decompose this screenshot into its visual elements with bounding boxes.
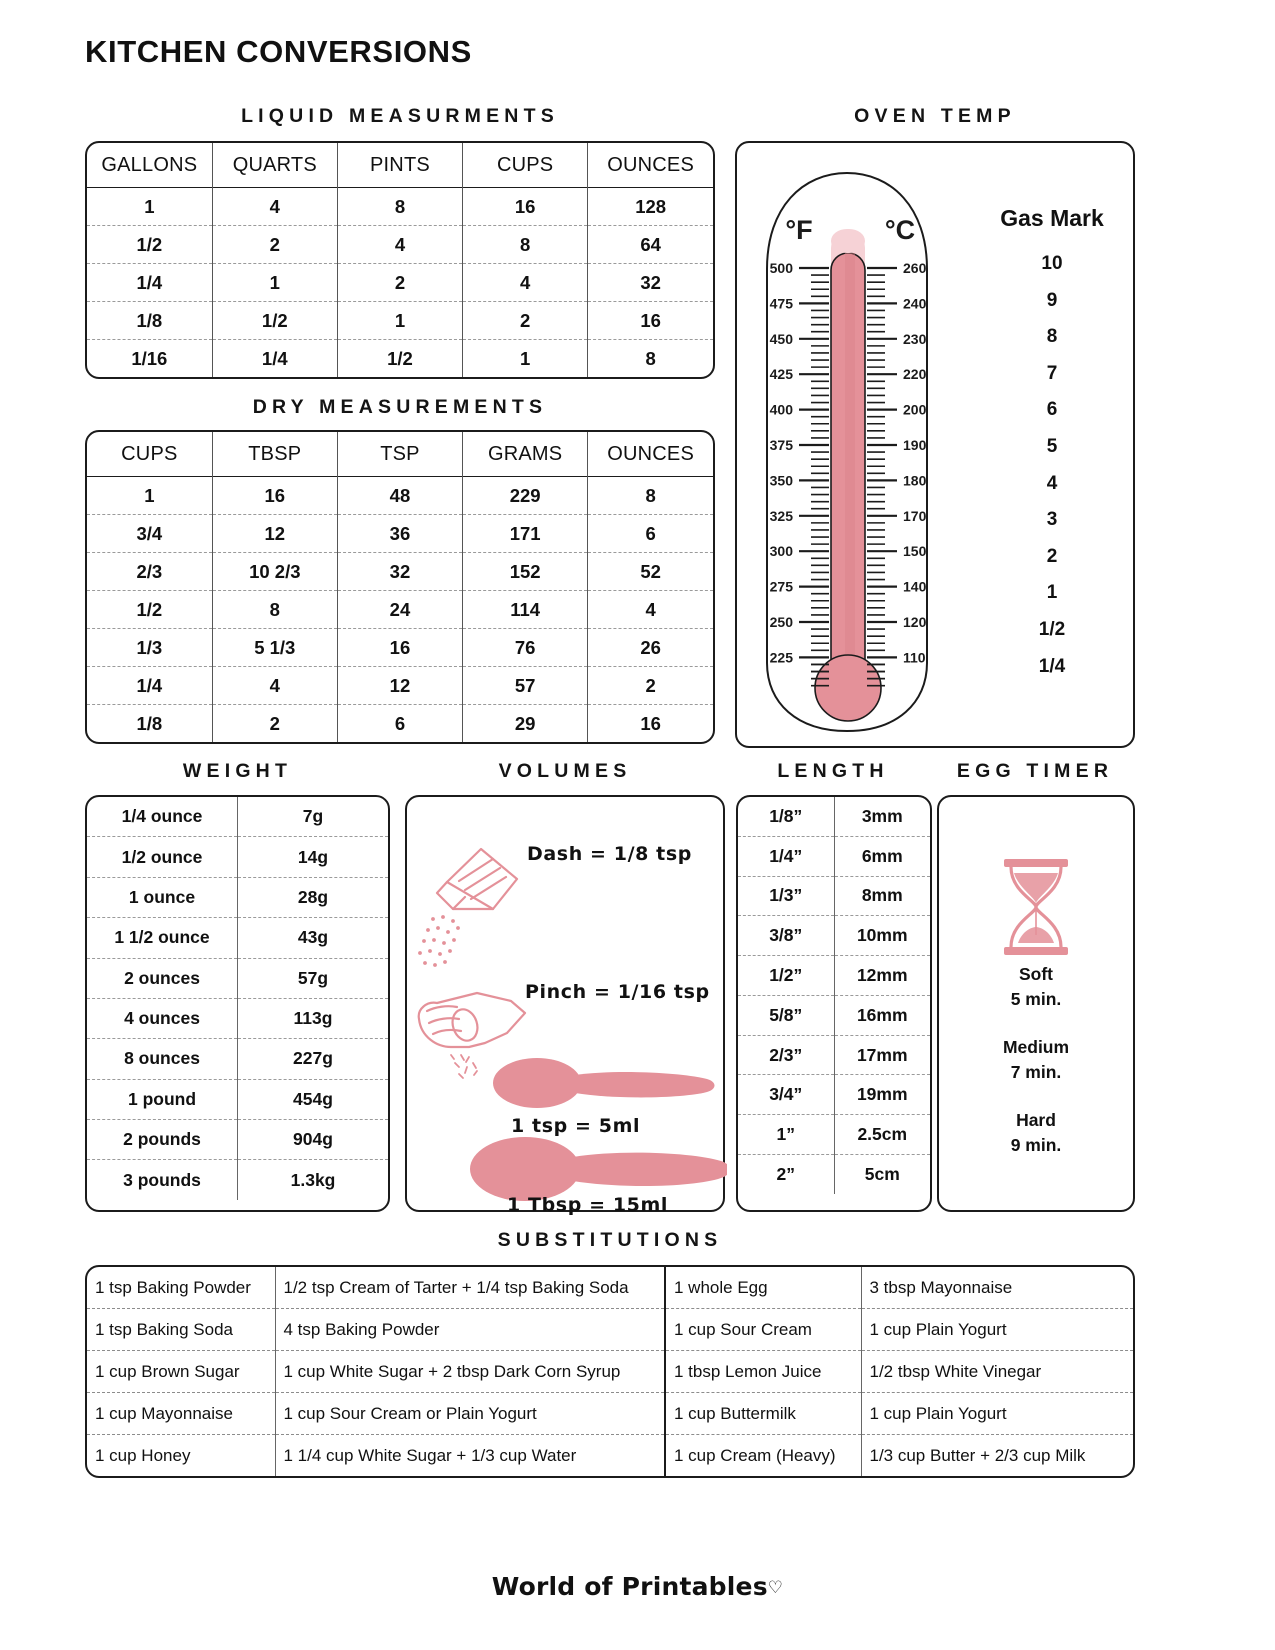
table-cell: 12 — [212, 515, 337, 553]
table-cell: 1/2 — [212, 302, 337, 340]
table-cell: 1 cup Buttermilk — [665, 1393, 861, 1435]
table-cell: 1/4 — [212, 340, 337, 378]
table-row — [87, 1079, 388, 1119]
table-row — [87, 837, 388, 877]
table-row — [87, 998, 388, 1038]
table-row — [87, 340, 713, 378]
spacer — [939, 1086, 1133, 1108]
table-body — [738, 797, 930, 1194]
table-cell: 1 cup Honey — [87, 1435, 275, 1477]
table-row — [87, 1039, 388, 1079]
fahrenheit-tick-label: 225 — [769, 649, 793, 666]
table-cell: 8 — [588, 340, 713, 378]
table-cell: 8mm — [834, 876, 930, 916]
table-cell: 6 — [337, 705, 462, 743]
egg-timer-list — [939, 962, 1133, 1158]
table-row — [87, 302, 713, 340]
column-header-cups: CUPS — [121, 443, 178, 465]
table-body — [87, 188, 713, 378]
section-title-weight: WEIGHT — [182, 760, 293, 782]
fahrenheit-tick-label: 425 — [769, 366, 793, 383]
table-row — [738, 876, 930, 916]
table-cell: 2 ounces — [87, 958, 238, 998]
tablespoon-icon — [470, 1137, 727, 1201]
section-title-liquid: LIQUID MEASURMENTS — [241, 105, 559, 127]
table-cell: 1/2 — [87, 591, 212, 629]
table-cell: 1/8” — [769, 805, 803, 826]
table-cell: 16 — [337, 629, 462, 667]
table-row — [87, 1309, 1133, 1351]
celsius-tick-label: 230 — [903, 330, 927, 347]
table-cell: 1 cup Plain Yogurt — [861, 1393, 1133, 1435]
teaspoon-icon — [493, 1058, 715, 1108]
celsius-symbol: °C — [884, 215, 916, 245]
table-cell: 36 — [337, 515, 462, 553]
column-header-ounces: OUNCES — [588, 143, 713, 188]
table-cell: 1 — [337, 302, 462, 340]
table-cell: 1/4” — [738, 836, 834, 876]
table-cell: 1 cup White Sugar + 2 tbsp Dark Corn Syrup — [275, 1351, 665, 1393]
table-row — [87, 226, 713, 264]
section-title-egg-timer: EGG TIMER — [956, 760, 1114, 782]
table-row — [738, 1155, 930, 1194]
section-title-volumes: VOLUMES — [498, 760, 632, 782]
table-cell: 6mm — [834, 836, 930, 876]
table-header-row — [87, 432, 713, 477]
volume-label-tsp: 1 tsp = 5ml — [511, 1115, 641, 1137]
table-cell: 52 — [588, 553, 713, 591]
dry-measurements-table — [87, 432, 713, 742]
table-cell: 3mm — [834, 797, 930, 836]
gas-mark-value: 1 — [1046, 582, 1058, 604]
table-row — [87, 264, 713, 302]
liquid-measurements-table — [87, 143, 713, 377]
table-cell: 12 — [337, 667, 462, 705]
heart-icon: ♡ — [767, 1578, 784, 1598]
table-row — [738, 916, 930, 956]
table-cell: 3/8” — [738, 916, 834, 956]
table-cell: 1 1/4 cup White Sugar + 1/3 cup Water — [275, 1435, 665, 1477]
column-header-cups: CUPS — [463, 143, 588, 188]
table-cell: 8 — [463, 226, 588, 264]
section-title-oven-temp: OVEN TEMP — [854, 105, 1016, 127]
volumes-card — [405, 795, 725, 1216]
table-cell: 227g — [238, 1039, 389, 1079]
table-cell: 1 cup Sour Cream or Plain Yogurt — [275, 1393, 665, 1435]
table-cell: 4 — [337, 226, 462, 264]
table-cell: 5cm — [834, 1155, 930, 1194]
table-cell: 2 — [212, 705, 337, 743]
table-row — [738, 1035, 930, 1075]
table-body — [87, 797, 388, 1200]
table-cell: 1 tsp Baking Powder — [87, 1267, 275, 1309]
table-cell: 7g — [238, 797, 389, 837]
table-cell: 16 — [588, 302, 713, 340]
table-cell: 2.5cm — [834, 1115, 930, 1155]
fahrenheit-tick-label: 300 — [769, 543, 793, 560]
table-row — [738, 797, 930, 836]
table-cell: 1/2 — [337, 340, 462, 378]
table-cell: 1/8 — [87, 705, 212, 743]
table-cell: 4 — [588, 591, 713, 629]
table-row — [738, 956, 930, 996]
table-cell: 8 — [588, 477, 713, 515]
table-cell: 1/2 tbsp White Vinegar — [861, 1351, 1133, 1393]
table-row — [87, 188, 713, 226]
table-row — [87, 477, 713, 515]
table-cell: 1/2” — [738, 956, 834, 996]
celsius-tick-label: 190 — [903, 437, 927, 453]
table-cell: 1/4 ounce — [121, 806, 203, 827]
table-cell: 1/2 — [87, 226, 212, 264]
egg-time-value: 9 min. — [1010, 1134, 1062, 1155]
table-row — [87, 629, 713, 667]
table-cell: 1 cup Sour Cream — [665, 1309, 861, 1351]
section-title-dry: DRY MEASUREMENTS — [252, 396, 548, 418]
table-row — [87, 705, 713, 743]
table-row — [87, 667, 713, 705]
table-cell: 1 cup Plain Yogurt — [861, 1309, 1133, 1351]
table-cell: 29 — [463, 705, 588, 743]
table-cell: 1” — [738, 1115, 834, 1155]
table-cell: 4 ounces — [87, 998, 238, 1038]
table-row — [87, 1393, 1133, 1435]
table-row — [87, 591, 713, 629]
table-cell: 1 cup Brown Sugar — [87, 1351, 275, 1393]
table-cell: 5/8” — [738, 995, 834, 1035]
table-cell: 1 1/2 ounce — [87, 918, 238, 958]
table-cell: 57g — [238, 958, 389, 998]
table-cell: 113g — [238, 998, 389, 1038]
volume-label-tbsp: 1 Tbsp = 15ml — [507, 1194, 669, 1216]
table-cell: 1/3” — [738, 876, 834, 916]
table-row — [87, 958, 388, 998]
table-cell: 229 — [463, 477, 588, 515]
table-cell: 1 cup Cream (Heavy) — [665, 1435, 861, 1477]
table-cell: 32 — [337, 553, 462, 591]
table-row — [738, 1115, 930, 1155]
celsius-tick-label: 150 — [903, 543, 927, 560]
salt-shaker-icon — [437, 849, 517, 909]
table-cell: 1 ounce — [87, 877, 238, 917]
column-header-pints: PINTS — [337, 143, 462, 188]
dry-measurements-card — [85, 430, 715, 744]
column-header-tsp: TSP — [337, 432, 462, 477]
table-cell: 1.3kg — [238, 1160, 389, 1200]
table-cell: 2 pounds — [87, 1120, 238, 1160]
table-cell: 26 — [588, 629, 713, 667]
table-cell: 1 pound — [87, 1079, 238, 1119]
column-header-quarts: QUARTS — [212, 143, 337, 188]
table-cell: 8 ounces — [87, 1039, 238, 1079]
table-cell: 43g — [238, 918, 389, 958]
table-cell: 14g — [238, 837, 389, 877]
table-header-row — [87, 143, 713, 188]
footer-brand-text: World of Printables — [491, 1572, 768, 1601]
fahrenheit-tick-label: 400 — [769, 401, 793, 418]
column-header-grams: GRAMS — [463, 432, 588, 477]
fahrenheit-tick-label: 375 — [769, 437, 793, 453]
pinching-hand-icon — [419, 993, 525, 1047]
column-header-ounces: OUNCES — [588, 432, 713, 477]
table-cell: 76 — [463, 629, 588, 667]
table-row — [87, 515, 713, 553]
table-cell: 1 tsp Baking Soda — [87, 1309, 275, 1351]
table-cell: 5 1/3 — [212, 629, 337, 667]
substitutions-card — [85, 1265, 1135, 1478]
volume-label-dash: Dash = 1/8 tsp — [527, 843, 692, 865]
table-cell: 1 whole Egg — [665, 1267, 861, 1309]
pinch-grains-icon — [451, 1055, 477, 1078]
column-header-tbsp: TBSP — [212, 432, 337, 477]
table-cell: 48 — [337, 477, 462, 515]
fahrenheit-tick-label: 250 — [769, 614, 793, 630]
table-row — [87, 1160, 388, 1200]
celsius-tick-label: 170 — [903, 507, 927, 524]
table-row — [87, 1351, 1133, 1393]
table-cell: 904g — [238, 1120, 389, 1160]
gas-mark-value: 6 — [1046, 399, 1058, 421]
liquid-measurements-card — [85, 141, 715, 379]
table-cell: 2/3” — [738, 1035, 834, 1075]
fahrenheit-tick-label: 350 — [769, 472, 793, 489]
gas-mark-header: Gas Mark — [1000, 205, 1104, 231]
table-cell: 128 — [588, 188, 713, 226]
gas-mark-value: 1/2 — [1038, 618, 1066, 640]
egg-doneness-label: Medium — [1002, 1036, 1070, 1057]
table-cell: 1/3 — [87, 629, 212, 667]
celsius-tick-label: 180 — [903, 472, 927, 489]
table-cell: 3/4” — [738, 1075, 834, 1115]
table-cell: 2 — [463, 302, 588, 340]
table-row — [87, 918, 388, 958]
gas-mark-list — [977, 246, 1127, 685]
section-title-substitutions: SUBSTITUTIONS — [497, 1229, 723, 1251]
table-row — [87, 877, 388, 917]
celsius-tick-label: 260 — [903, 260, 927, 276]
gas-mark-value: 10 — [1041, 253, 1063, 274]
table-cell: 8 — [212, 591, 337, 629]
celsius-tick-label: 240 — [903, 295, 927, 312]
table-cell: 2 — [212, 226, 337, 264]
celsius-tick-label: 140 — [903, 578, 927, 595]
table-row — [738, 995, 930, 1035]
length-card — [736, 795, 932, 1212]
egg-time-value: 7 min. — [1010, 1062, 1062, 1083]
gas-mark-value: 7 — [1046, 362, 1058, 384]
table-cell: 1/4 — [87, 667, 212, 705]
table-cell: 1/8 — [87, 302, 212, 340]
table-cell: 1/16 — [87, 340, 212, 378]
celsius-tick-label: 110 — [903, 649, 926, 666]
oven-temp-card — [735, 141, 1135, 748]
table-cell: 16 — [463, 188, 588, 226]
gas-mark-value: 2 — [1046, 545, 1058, 567]
table-cell: 4 tsp Baking Powder — [275, 1309, 665, 1351]
table-cell: 1 — [463, 340, 588, 378]
salt-grains-icon — [418, 915, 460, 967]
gas-mark-value: 8 — [1046, 326, 1058, 348]
fahrenheit-tick-label: 475 — [769, 295, 793, 312]
gas-mark-value: 3 — [1046, 509, 1058, 531]
substitutions-table — [87, 1267, 1133, 1476]
table-cell: 4 — [212, 667, 337, 705]
table-cell: 16mm — [834, 995, 930, 1035]
gas-mark-value: 1/4 — [1038, 655, 1066, 677]
table-cell: 1 cup Mayonnaise — [87, 1393, 275, 1435]
table-cell: 2 — [337, 264, 462, 302]
table-cell: 1 — [212, 264, 337, 302]
volume-label-pinch: Pinch = 1/16 tsp — [525, 981, 710, 1003]
fahrenheit-tick-label: 450 — [769, 330, 793, 347]
table-body — [87, 477, 713, 743]
table-cell: 10 2/3 — [212, 553, 337, 591]
table-cell: 24 — [337, 591, 462, 629]
celsius-tick-label: 200 — [903, 401, 927, 418]
table-cell: 64 — [588, 226, 713, 264]
table-cell: 12mm — [834, 956, 930, 996]
table-cell: 3 pounds — [87, 1160, 238, 1200]
table-cell: 1/4 — [87, 264, 212, 302]
column-header-gallons: GALLONS — [101, 154, 198, 176]
fahrenheit-tick-label: 275 — [769, 578, 793, 595]
table-cell: 2” — [738, 1155, 834, 1194]
table-cell: 16 — [588, 705, 713, 743]
table-cell: 1/3 cup Butter + 2/3 cup Milk — [861, 1435, 1133, 1477]
table-cell: 8 — [337, 188, 462, 226]
page-title: KITCHEN CONVERSIONS — [85, 34, 472, 69]
table-cell: 10mm — [834, 916, 930, 956]
table-body — [87, 1267, 1133, 1476]
table-cell: 32 — [588, 264, 713, 302]
table-cell: 6 — [588, 515, 713, 553]
hourglass-icon — [998, 857, 1074, 957]
table-cell: 152 — [463, 553, 588, 591]
table-cell: 1/2 ounce — [87, 837, 238, 877]
gas-mark-value: 9 — [1046, 289, 1058, 311]
weight-card — [85, 795, 390, 1212]
table-row — [738, 836, 930, 876]
table-cell: 2 — [588, 667, 713, 705]
gas-mark-value: 4 — [1046, 472, 1058, 494]
table-cell: 171 — [463, 515, 588, 553]
table-cell: 1 tbsp Lemon Juice — [665, 1351, 861, 1393]
table-cell: 16 — [212, 477, 337, 515]
length-table — [738, 797, 930, 1194]
table-row — [87, 797, 388, 837]
table-cell: 17mm — [834, 1035, 930, 1075]
table-cell: 2/3 — [87, 553, 212, 591]
table-cell: 28g — [238, 877, 389, 917]
table-row — [87, 1435, 1133, 1477]
table-cell: 3 tbsp Mayonnaise — [869, 1277, 1013, 1297]
celsius-tick-label: 120 — [903, 614, 927, 630]
table-cell: 19mm — [834, 1075, 930, 1115]
table-row — [87, 1267, 1133, 1309]
fahrenheit-tick-label: 500 — [769, 260, 793, 276]
table-cell: 454g — [238, 1079, 389, 1119]
table-cell: 4 — [212, 188, 337, 226]
table-row — [738, 1075, 930, 1115]
celsius-tick-label: 220 — [903, 366, 927, 383]
fahrenheit-tick-label: 325 — [769, 507, 793, 524]
table-cell: 3/4 — [87, 515, 212, 553]
footer-brand — [0, 1572, 1275, 1601]
egg-doneness-label: Hard — [1016, 1109, 1056, 1130]
table-cell: 1 — [144, 195, 155, 217]
egg-timer-card — [937, 795, 1135, 1212]
section-title-length: LENGTH — [777, 760, 889, 782]
table-cell: 57 — [463, 667, 588, 705]
table-cell: 4 — [463, 264, 588, 302]
fahrenheit-symbol: °F — [785, 215, 813, 245]
table-row — [87, 1120, 388, 1160]
table-cell: 1 — [144, 484, 155, 506]
table-row — [87, 553, 713, 591]
table-cell: 114 — [463, 591, 588, 629]
table-cell: 1/2 tsp Cream of Tarter + 1/4 tsp Baking Soda — [275, 1267, 665, 1309]
egg-doneness-label: Soft — [1018, 964, 1054, 984]
gas-mark-value: 5 — [1046, 435, 1058, 457]
weight-table — [87, 797, 388, 1200]
egg-time-value: 5 min. — [1010, 989, 1062, 1010]
spacer — [939, 1013, 1133, 1035]
